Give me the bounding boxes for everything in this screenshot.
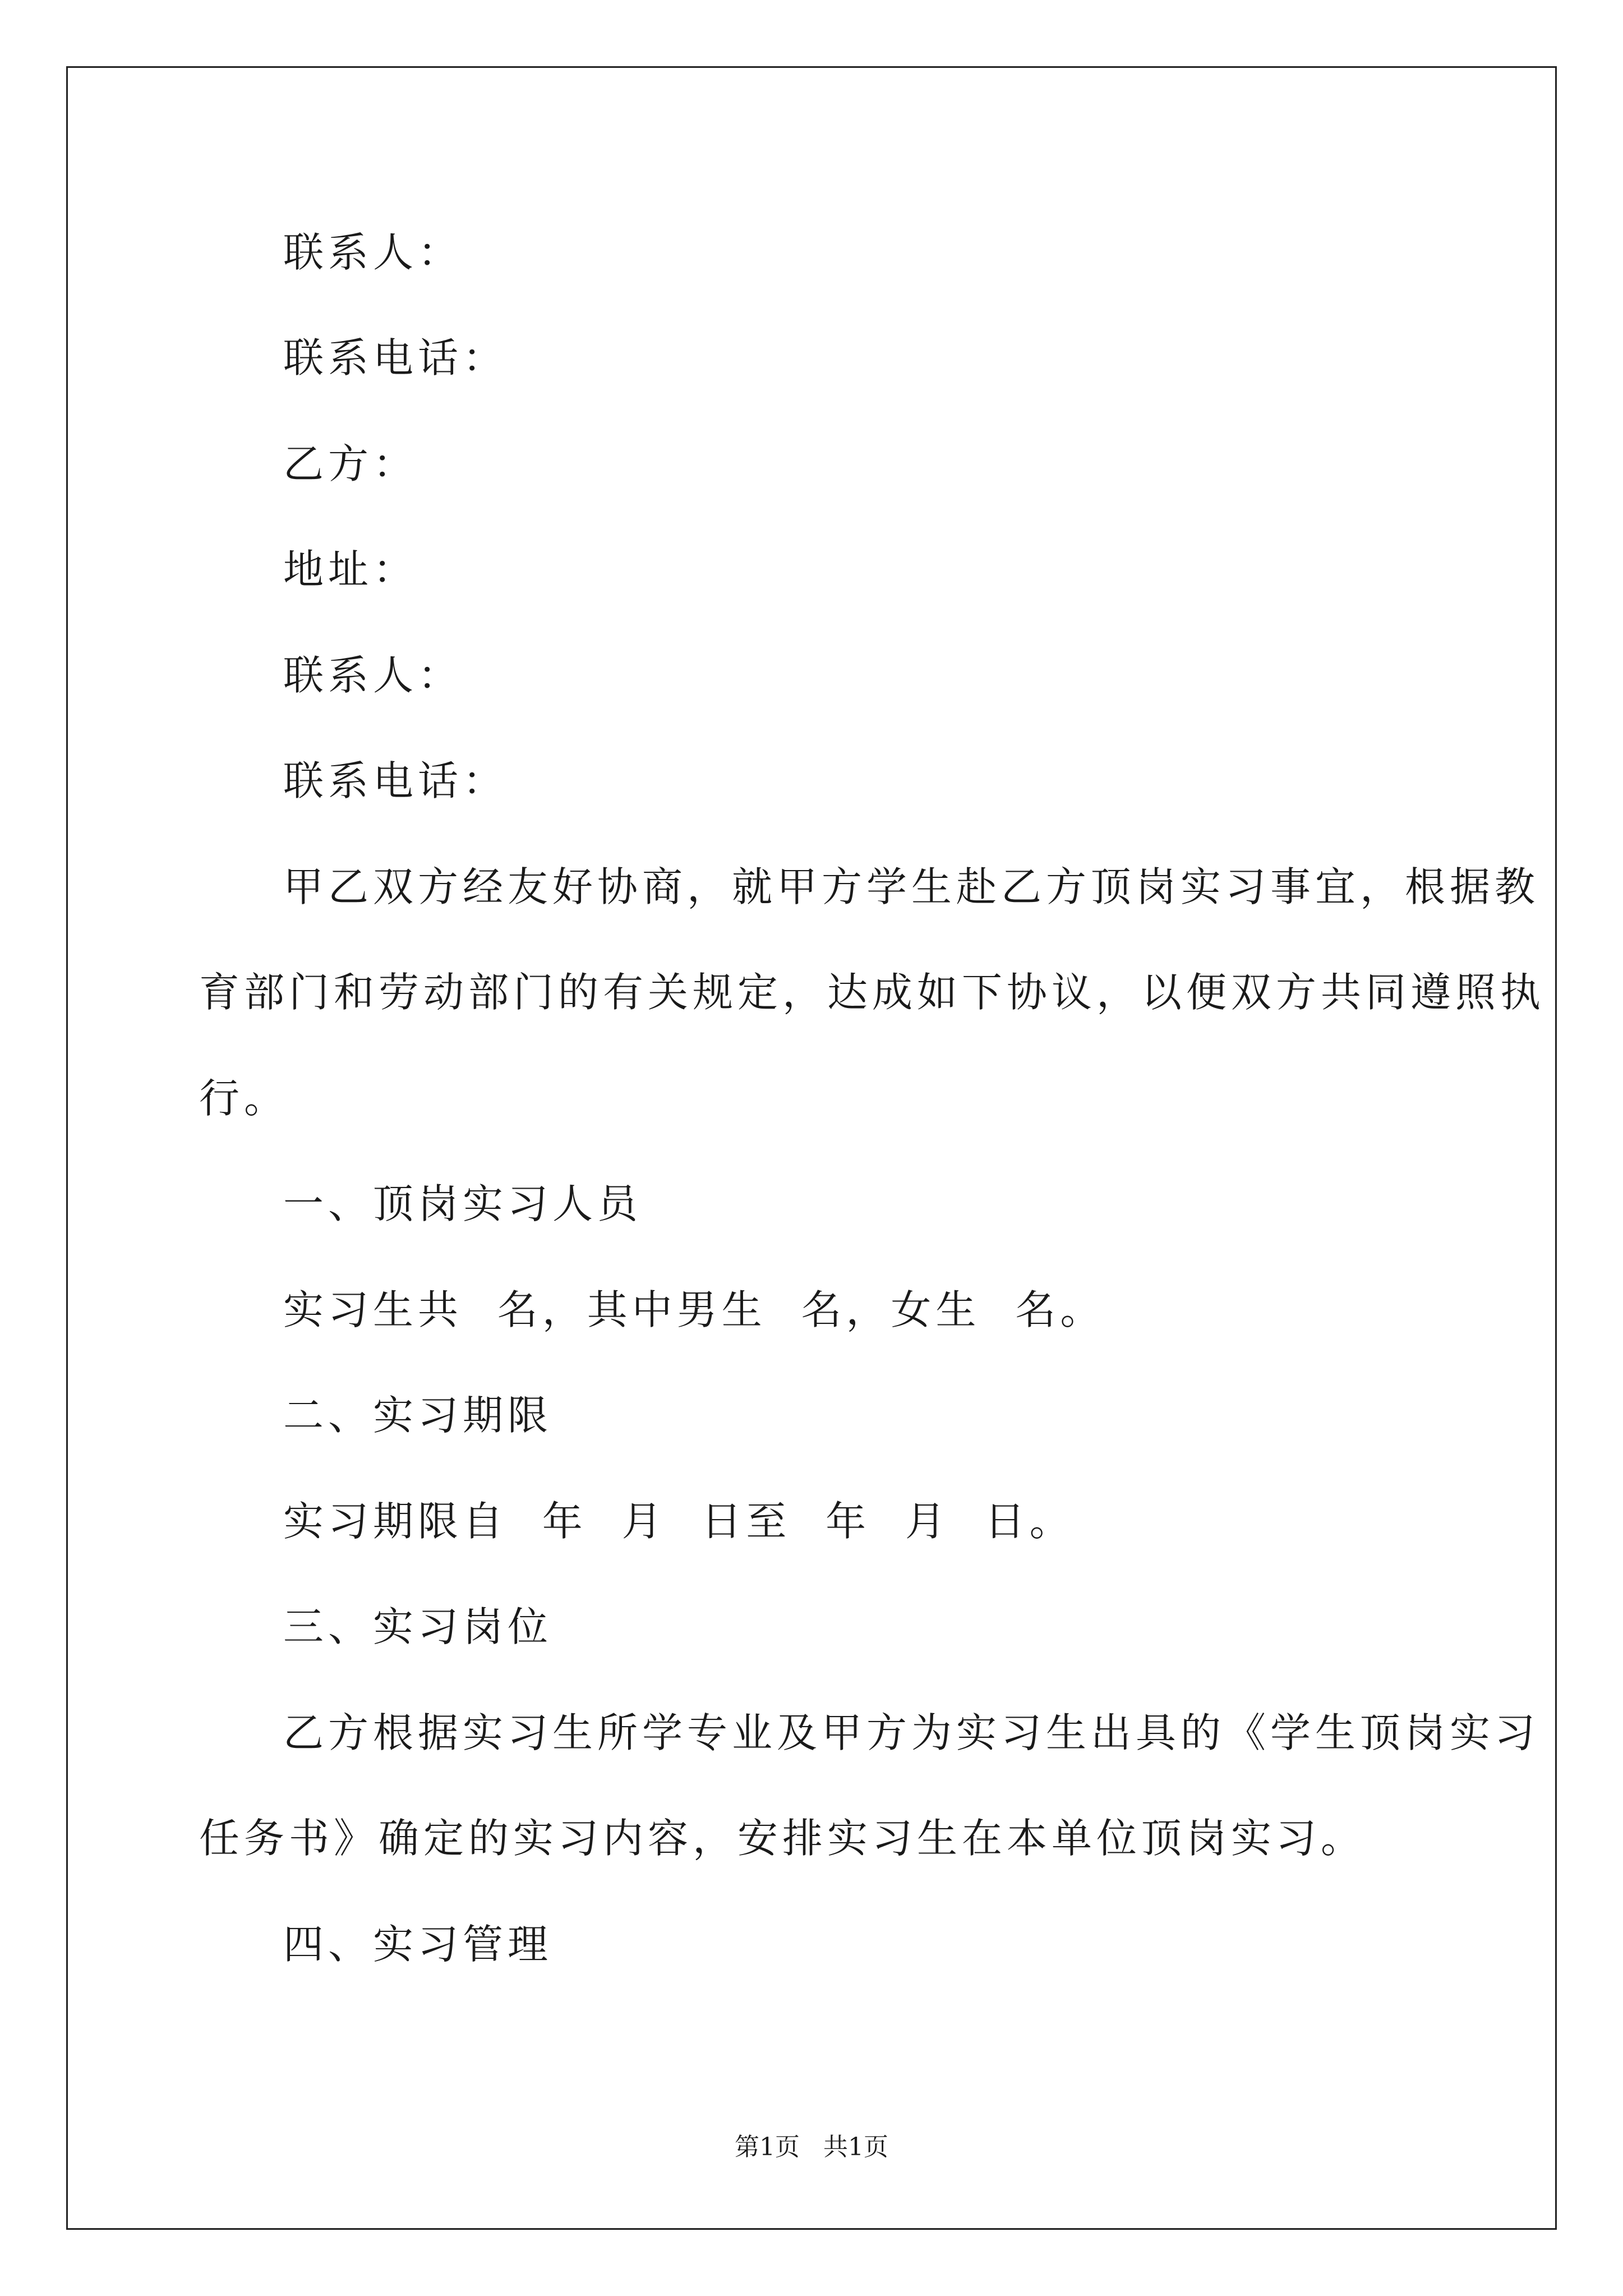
preamble-line-2: 育部门和劳动部门的有关规定，达成如下协议，以便双方共同遵照执 xyxy=(199,969,1546,1016)
section-1-body: 实习生共 名，其中男生 名，女生 名。 xyxy=(283,1286,1105,1333)
contact-phone-label-a: 联系电话： xyxy=(283,334,508,381)
contact-person-label-a: 联系人： xyxy=(283,229,463,276)
section-3-body-line-1: 乙方根据实习生所学专业及甲方为实习生出具的《学生顶岗实习 xyxy=(283,1709,1540,1756)
section-1-heading: 一、顶岗实习人员 xyxy=(283,1180,643,1227)
section-2-body: 实习期限自 年 月 日至 年 月 日。 xyxy=(283,1498,1075,1545)
contact-phone-label-b: 联系电话： xyxy=(283,757,508,804)
page-border xyxy=(66,66,1557,2230)
section-2-heading: 二、实习期限 xyxy=(283,1392,553,1439)
preamble-line-3: 行。 xyxy=(199,1075,289,1122)
section-3-body-line-2: 任务书》确定的实习内容，安排实习生在本单位顶岗实习。 xyxy=(199,1815,1366,1862)
contact-person-label-b: 联系人： xyxy=(283,652,463,699)
party-b-label: 乙方： xyxy=(283,440,418,487)
section-3-heading: 三、实习岗位 xyxy=(283,1603,553,1650)
section-4-heading: 四、实习管理 xyxy=(283,1921,553,1968)
preamble-line-1: 甲乙双方经友好协商，就甲方学生赴乙方顶岗实习事宜，根据教 xyxy=(283,863,1540,910)
address-label: 地址： xyxy=(283,546,418,593)
page-footer: 第1页 共1页 xyxy=(735,2133,888,2161)
